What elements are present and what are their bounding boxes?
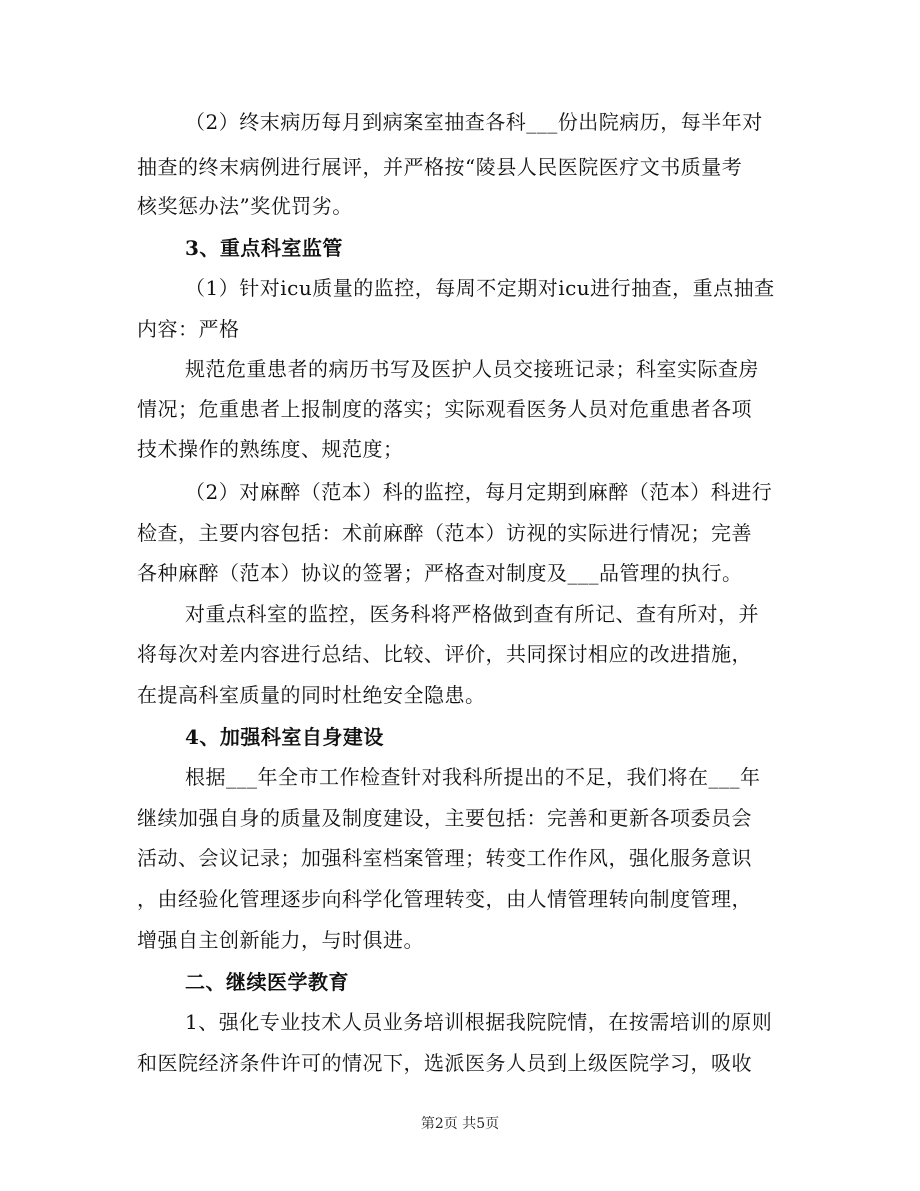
paragraph-line: 检查，主要内容包括：术前麻醉（范本）访视的实际进行情况；完善 [137,521,752,545]
paragraph-line: ，由经验化管理逐步向科学化管理转变，由人情管理转向制度管理， [137,887,752,911]
paragraph-line: 增强自主创新能力，与时俱进。 [137,928,424,952]
page-indicator: 第2页 共5页 [420,1116,500,1132]
section-heading: 4、加强科室自身建设 [185,725,384,749]
paragraph-line: 1、强化专业技术人员业务培训根据我院院情，在按需培训的原则 [185,1010,773,1034]
paragraph-line: （2）终末病历每月到病案室抽查各科___份出院病历，每半年对 [185,110,763,134]
section-heading: 二、继续医学教育 [185,970,349,994]
paragraph-line: 和医院经济条件许可的情况下，选派医务人员到上级医院学习，吸收 [137,1051,752,1075]
paragraph-line: 继续加强自身的质量及制度建设，主要包括：完善和更新各项委员会 [137,806,752,830]
paragraph-line: 根据___年全市工作检查针对我科所提出的不足，我们将在___年 [185,765,761,789]
paragraph-line: 规范危重患者的病历书写及医护人员交接班记录；科室实际查房 [185,357,759,381]
paragraph-line: 各种麻醉（范本）协议的签署；严格查对制度及___品管理的执行。 [137,561,743,585]
paragraph-line: 抽查的终末病例进行展评，并严格按“陵县人民医院医疗文书质量考 [137,155,743,179]
paragraph-line: 在提高科室质量的同时杜绝安全隐患。 [137,683,486,707]
paragraph-line: 内容：严格 [137,317,240,341]
paragraph-line: 将每次对差内容进行总结、比较、评价，共同探讨相应的改进措施， [137,642,752,666]
paragraph-line: 技术操作的熟练度、规范度； [137,437,404,461]
paragraph-line: 情况；危重患者上报制度的落实；实际观看医务人员对危重患者各项 [137,397,752,421]
paragraph-line: 活动、会议记录；加强科室档案管理；转变工作作风，强化服务意识 [137,846,752,870]
paragraph-line: （2）对麻醉（范本）科的监控，每月定期到麻醉（范本）科进行 [185,480,773,504]
paragraph-line: 核奖惩办法”奖优罚劣。 [137,194,353,218]
paragraph-line: 对重点科室的监控，医务科将严格做到查有所记、查有所对，并 [185,602,759,626]
paragraph-line: （1）针对icu质量的监控，每周不定期对icu进行抽查，重点抽查 [185,276,775,300]
section-heading: 3、重点科室监管 [185,236,343,260]
